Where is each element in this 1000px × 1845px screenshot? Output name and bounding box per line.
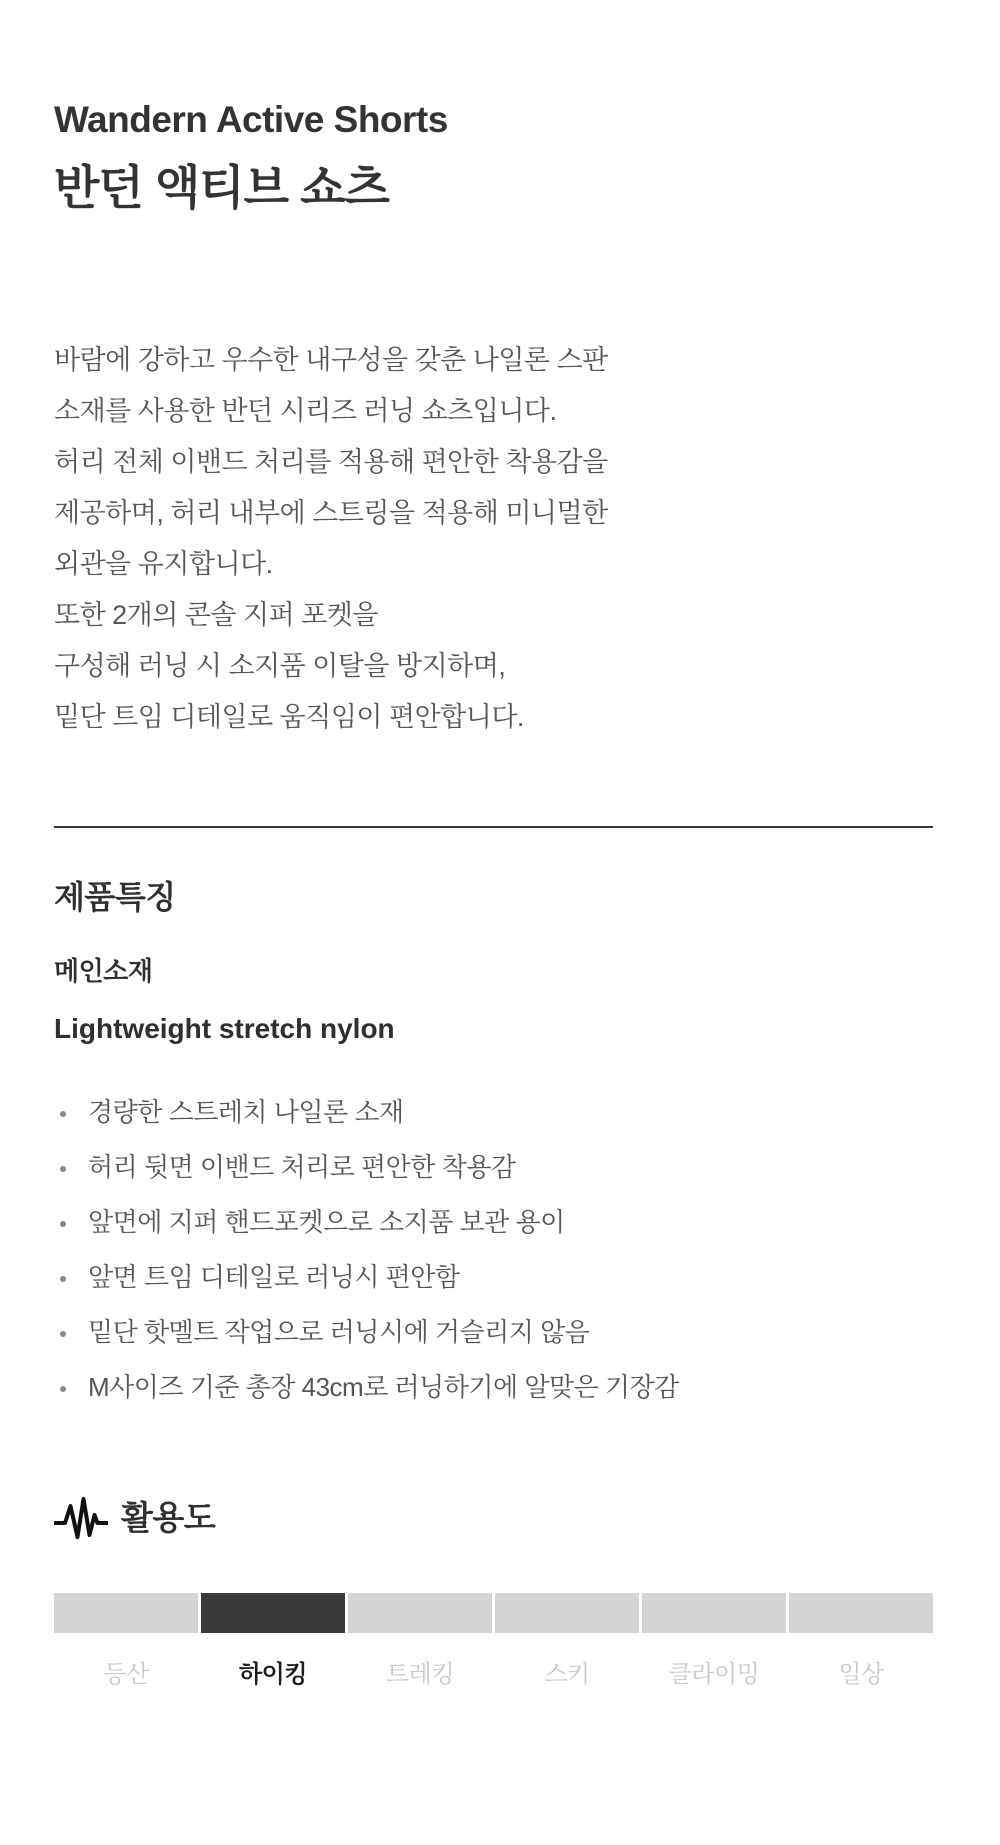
usage-label: 클라이밍	[668, 1661, 760, 1689]
feature-list	[54, 1085, 933, 1415]
usage-segment	[789, 1593, 933, 1633]
material-label: 메인소재	[54, 955, 153, 986]
usage-section-title: 활용도	[121, 1498, 216, 1536]
usage-label: 등산	[103, 1661, 149, 1689]
usage-label-active: 하이킹	[238, 1661, 308, 1689]
product-detail-page	[54, 97, 933, 1690]
bullet-dot-icon	[60, 1221, 66, 1227]
description-line: 구성해 러닝 시 소지품 이탈을 방지하며,	[54, 651, 506, 682]
product-title-korean: 반던 액티브 쇼츠	[54, 161, 389, 215]
feature-item	[54, 1195, 933, 1250]
bullet-dot-icon	[60, 1331, 66, 1337]
description-line: 바람에 강하고 우수한 내구성을 갖춘 나일론 스판	[54, 345, 608, 376]
description-line: 소재를 사용한 반던 시리즈 러닝 쇼츠입니다.	[54, 396, 557, 427]
feature-text: 경량한 스트레치 나일론 소재	[88, 1097, 404, 1128]
product-description	[54, 335, 933, 743]
bullet-dot-icon	[60, 1386, 66, 1392]
feature-text: 밑단 핫멜트 작업으로 러닝시에 거슬리지 않음	[88, 1317, 590, 1348]
feature-item	[54, 1360, 933, 1415]
usage-segment	[495, 1593, 639, 1633]
section-divider	[54, 826, 933, 828]
feature-item	[54, 1140, 933, 1195]
usage-category-labels	[54, 1661, 933, 1690]
description-line: 외관을 유지합니다.	[54, 549, 273, 580]
material-name: Lightweight stretch nylon	[54, 1012, 395, 1044]
usage-label: 일상	[838, 1661, 884, 1689]
feature-item	[54, 1305, 933, 1360]
bullet-dot-icon	[60, 1111, 66, 1117]
feature-text: 앞면에 지퍼 핸드포켓으로 소지품 보관 용이	[88, 1207, 565, 1238]
usage-segment-active	[201, 1593, 345, 1633]
description-line: 제공하며, 허리 내부에 스트링을 적용해 미니멀한	[54, 498, 608, 529]
usage-section-header	[54, 1490, 933, 1546]
usage-segment	[54, 1593, 198, 1633]
feature-item	[54, 1250, 933, 1305]
product-title-english: Wandern Active Shorts	[54, 99, 448, 140]
usage-segment	[642, 1593, 786, 1633]
usage-segment	[348, 1593, 492, 1633]
feature-text: 앞면 트임 디테일로 러닝시 편안함	[88, 1262, 460, 1293]
usage-level-bar	[54, 1593, 933, 1633]
features-section-title: 제품특징	[54, 879, 176, 916]
bullet-dot-icon	[60, 1276, 66, 1282]
bullet-dot-icon	[60, 1166, 66, 1172]
feature-item	[54, 1085, 933, 1140]
pulse-icon	[54, 1495, 108, 1541]
feature-text: 허리 뒷면 이밴드 처리로 편안한 착용감	[88, 1152, 516, 1183]
usage-label: 스키	[544, 1661, 590, 1689]
description-line: 또한 2개의 콘솔 지퍼 포켓을	[54, 600, 378, 631]
description-line: 허리 전체 이밴드 처리를 적용해 편안한 착용감을	[54, 447, 608, 478]
usage-label: 트레킹	[385, 1661, 455, 1689]
feature-text: M사이즈 기준 총장 43cm로 러닝하기에 알맞은 기장감	[88, 1372, 679, 1403]
description-line: 밑단 트임 디테일로 움직임이 편안합니다.	[54, 702, 524, 733]
